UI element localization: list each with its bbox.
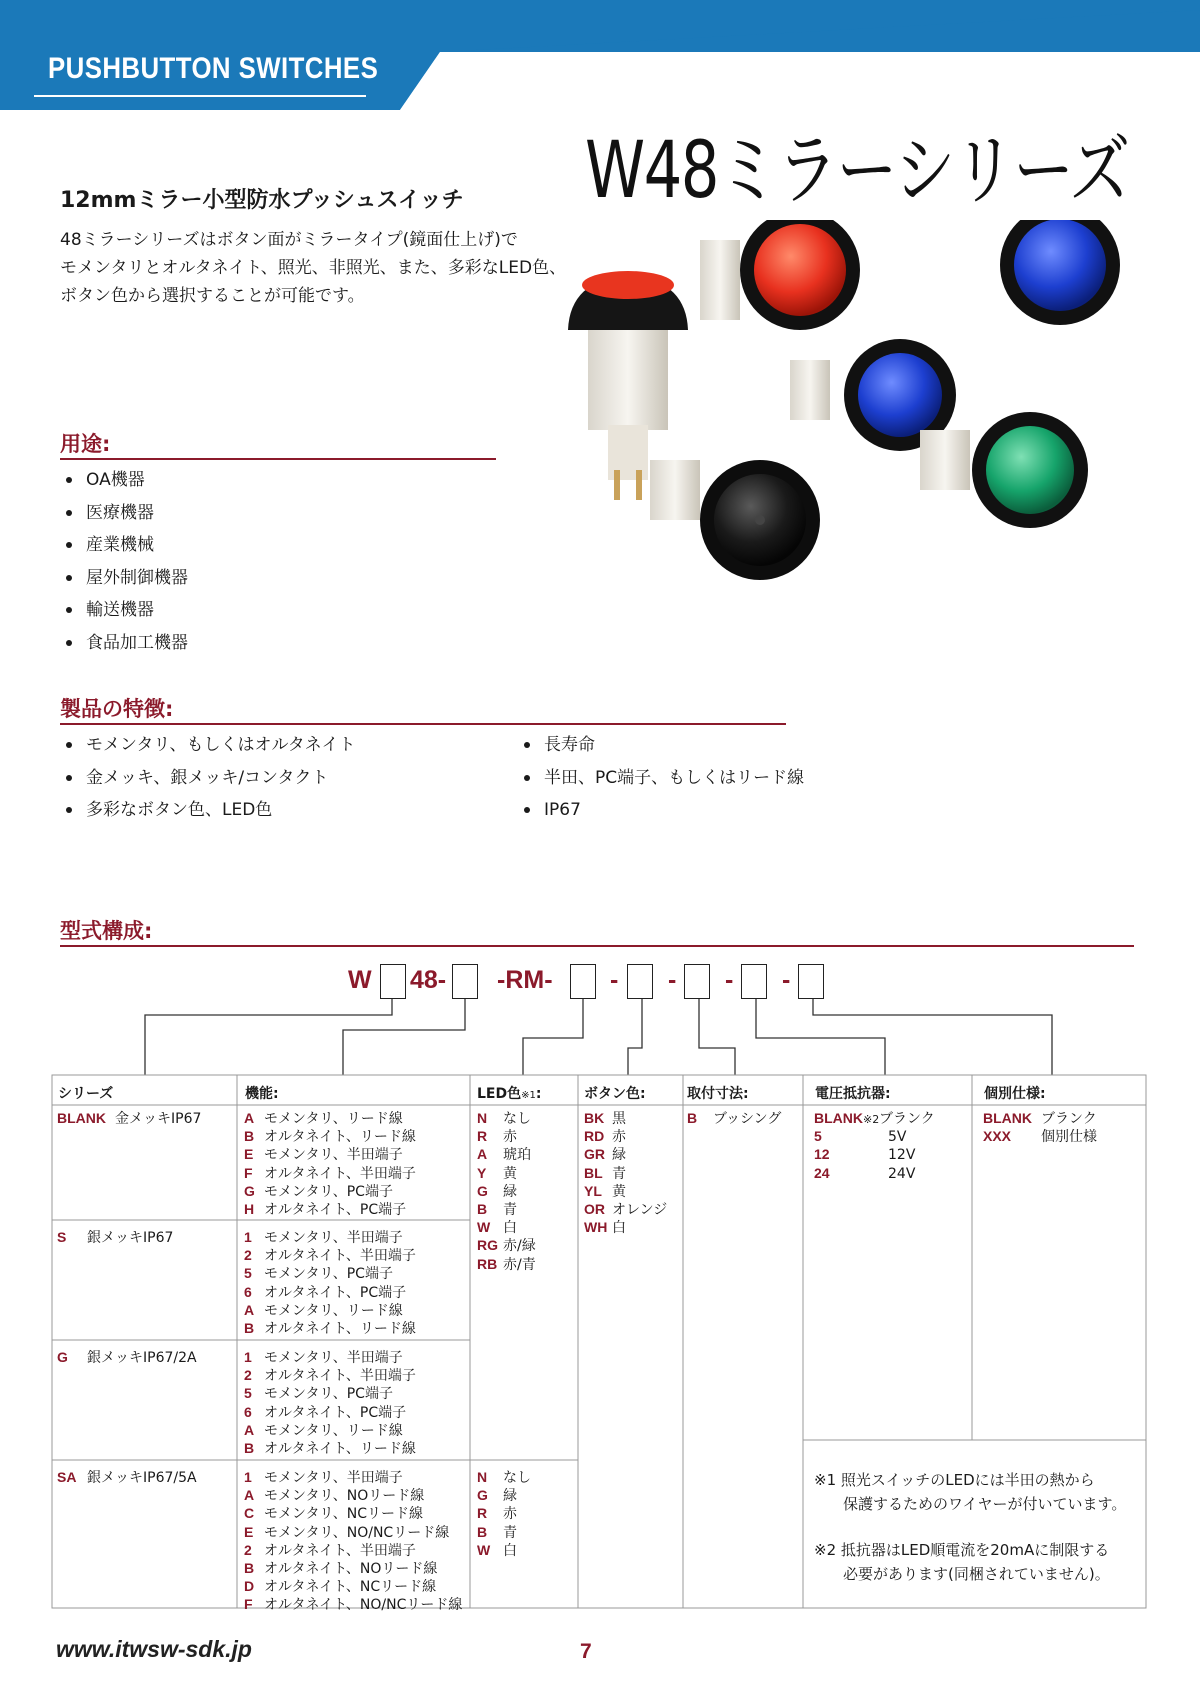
code-value: 黒 [612,1111,626,1127]
code-key: 5 [244,1265,252,1282]
code-key: 2 [244,1367,252,1384]
applications-heading: 用途: [60,432,111,456]
features-heading: 製品の特徴: [60,697,174,721]
code-value: 個別仕様 [1041,1129,1097,1146]
list-item [244,1284,416,1302]
code-key: OR [584,1201,605,1218]
code-box [570,964,596,999]
list-item [244,1542,462,1560]
code-key: A [244,1110,255,1126]
list-item [244,1128,416,1146]
code-value: オルタネイト、PC端子 [264,1202,407,1219]
code-key: B [244,1128,255,1145]
resistor-cell [814,1110,935,1183]
code-value: モメンタリ、PC端子 [264,1183,393,1200]
code-value: 12V [888,1147,916,1164]
code-key: B [477,1523,488,1540]
list-item: モメンタリ、もしくはオルタネイト [60,729,355,762]
code-key: 12 [814,1146,830,1163]
code-key: B [244,1440,255,1457]
code-value: オルタネイト、半田端子 [264,1248,416,1265]
bullet-icon [66,542,72,548]
code-value: モメンタリ、半田端子 [264,1230,403,1246]
features-list-left [60,729,355,827]
list-item [244,1367,416,1385]
code-box [380,964,406,999]
banner-rule [34,95,366,97]
list-item [477,1505,531,1523]
code-value: オルタネイト、NOリード線 [264,1561,438,1578]
code-value: モメンタリ、NOリード線 [264,1488,425,1505]
list-item [244,1422,416,1440]
code-key: GR [584,1146,605,1163]
list-item [814,1110,935,1128]
code-key: A [477,1146,488,1163]
list-item [477,1128,536,1146]
list-item [244,1110,416,1128]
code-key: F [244,1596,253,1613]
code-key: 24 [814,1164,830,1181]
code-key: 6 [244,1283,252,1300]
code-key: RG [477,1237,498,1254]
series-cell: SA 銀メッキIP67/5A [57,1469,197,1486]
code-value: 5V [888,1129,907,1146]
applications-list [60,464,188,659]
list-item: 輸送機器 [60,594,188,627]
code-key: B [244,1560,255,1577]
col-header-button: ボタン色: [584,1086,646,1102]
code-key: G [477,1487,488,1504]
list-item [244,1404,416,1422]
list-item [983,1128,1097,1146]
code-box [627,964,653,999]
list-item [244,1229,416,1247]
code-text: - [782,966,791,994]
list-item [244,1247,416,1265]
list-item [477,1146,536,1164]
list-item: 医療機器 [60,497,188,530]
code-key: BLANK [814,1110,863,1126]
code-value: 赤 [503,1129,517,1146]
code-value: 赤/緑 [503,1238,536,1255]
bullet-icon [66,775,72,781]
mount-cell [687,1110,781,1128]
model-heading: 型式構成: [60,919,153,943]
code-value: 緑 [503,1488,517,1505]
code-value: オルタネイト、半田端子 [264,1368,416,1385]
code-value: モメンタリ、リード線 [264,1111,403,1127]
list-item [244,1440,416,1458]
code-key: 1 [244,1229,252,1245]
code-text: - [668,966,677,994]
list-item [244,1201,416,1219]
code-key: BLANK [983,1110,1032,1126]
list-item [477,1469,531,1487]
code-box [684,964,710,999]
col-header-led: LED色※1: [477,1086,542,1102]
code-box [798,964,824,999]
list-item [814,1165,935,1183]
code-key: 1 [244,1349,252,1365]
code-value: モメンタリ、半田端子 [264,1350,403,1366]
code-key: Y [477,1164,487,1181]
list-item [477,1165,536,1183]
list-item [244,1487,462,1505]
code-text: W [348,966,372,994]
code-value: オルタネイト、リード線 [264,1441,416,1458]
code-key: D [244,1578,255,1595]
banner-title: PUSHBUTTON SWITCHES [48,52,379,85]
code-value: 赤 [612,1129,626,1146]
list-item [584,1110,667,1128]
code-key: A [244,1301,255,1318]
code-value: 白 [503,1220,517,1237]
list-item [244,1560,462,1578]
code-value: ブランク [879,1111,935,1127]
code-value: 緑 [503,1183,517,1200]
page-number: 7 [580,1640,592,1663]
bullet-icon [66,510,72,516]
code-key: G [477,1182,488,1199]
product-subtitle: 12mmミラー小型防水プッシュスイッチ [60,188,464,213]
custom-cell [983,1110,1097,1146]
col-header-series: シリーズ [58,1086,114,1102]
list-item [244,1385,416,1403]
list-item [477,1487,531,1505]
code-key: 2 [244,1541,252,1558]
code-value: モメンタリ、半田端子 [264,1147,403,1164]
code-value: 黄 [612,1183,626,1200]
code-key: B [244,1320,255,1337]
code-key: F [244,1164,253,1181]
code-value: 白 [503,1542,517,1559]
code-key: B [477,1201,488,1218]
code-box [741,964,767,999]
col-header-function: 機能: [245,1086,279,1102]
code-value: モメンタリ、PC端子 [264,1386,393,1403]
code-key: G [244,1182,255,1199]
code-text: - [610,966,619,994]
list-item: 長寿命 [518,729,804,762]
list-item: 産業機械 [60,529,188,562]
model-rule [60,945,1134,947]
list-item [584,1201,667,1219]
code-value: 青 [503,1202,517,1219]
code-key: W [477,1219,491,1236]
code-value: モメンタリ、NO/NCリード線 [264,1524,450,1541]
list-item [584,1183,667,1201]
function-cell [244,1110,416,1219]
bullet-icon [66,807,72,813]
code-key: 1 [244,1469,252,1485]
list-item [244,1349,416,1367]
product-photo [560,220,1180,640]
code-key: E [244,1523,254,1540]
code-value: モメンタリ、NCリード線 [264,1506,423,1523]
code-key: B [687,1110,698,1126]
button-color-cell [584,1110,667,1237]
code-key: R [477,1505,488,1522]
code-key: R [477,1128,488,1145]
intro-line: 48ミラーシリーズはボタン面がミラータイプ(鏡面仕上げ)で [60,230,518,250]
series-cell: G 銀メッキIP67/2A [57,1349,197,1366]
series-cell: S 銀メッキIP67 [57,1229,174,1246]
code-key: 2 [244,1247,252,1264]
code-value: オルタネイト、NCリード線 [264,1579,437,1596]
list-item [983,1110,1097,1128]
code-value: 青 [503,1524,517,1541]
code-key: C [244,1505,255,1522]
list-item [814,1128,935,1146]
code-key: BK [584,1110,605,1126]
bullet-icon [66,742,72,748]
list-item [477,1524,531,1542]
code-value: モメンタリ、PC端子 [264,1266,393,1283]
col-header-mount: 取付寸法: [687,1086,749,1102]
code-key: YL [584,1182,602,1199]
code-value: 琥珀 [503,1147,531,1164]
code-value: 青 [612,1165,626,1182]
code-value: オレンジ [612,1202,668,1219]
list-item [244,1596,462,1614]
code-value: オルタネイト、リード線 [264,1321,416,1338]
list-item [244,1524,462,1542]
footnote-mark: ※1 [521,1090,536,1101]
code-value: 黄 [503,1165,517,1182]
code-value: 赤 [503,1506,517,1523]
code-key: N [477,1469,488,1485]
series-cell: BLANK 金メッキIP67 [57,1110,202,1127]
list-item: 半田、PC端子、もしくはリード線 [518,762,804,795]
col-header-custom: 個別仕様: [984,1086,1046,1102]
footnote-1: ※1 照光スイッチのLEDには半田の熱から 保護するためのワイヤーが付いています。 [814,1471,1127,1513]
led-cell [477,1469,531,1560]
code-key: 5 [814,1128,822,1145]
led-cell [477,1110,536,1274]
list-item [244,1505,462,1523]
code-key: BL [584,1164,603,1181]
code-key: E [244,1146,254,1163]
function-cell [244,1469,462,1615]
intro-line: モメンタリとオルタネイト、照光、非照光、また、多彩なLED色、 [60,258,567,278]
code-value: モメンタリ、リード線 [264,1422,403,1439]
intro-line: ボタン色から選択することが可能です。 [60,286,365,306]
list-item: 屋外制御機器 [60,562,188,595]
code-value: なし [503,1470,531,1486]
list-item [584,1219,667,1237]
list-item [244,1265,416,1283]
code-text: -RM- [497,966,553,994]
code-key: H [244,1201,255,1218]
code-key: 6 [244,1403,252,1420]
list-item [477,1183,536,1201]
bullet-icon [524,775,530,781]
list-item: OA機器 [60,464,188,497]
code-key: RD [584,1128,605,1145]
list-item [477,1219,536,1237]
features-list-right [518,729,804,827]
code-value: 赤/青 [503,1256,536,1273]
list-item [584,1165,667,1183]
code-value: 白 [612,1220,626,1237]
code-value: 緑 [612,1147,626,1164]
bullet-icon [66,575,72,581]
list-item [477,1201,536,1219]
list-item: IP67 [518,794,804,827]
code-value: オルタネイト、半田端子 [264,1542,416,1559]
list-item [477,1256,536,1274]
code-key: A [244,1487,255,1504]
list-item: 食品加工機器 [60,627,188,660]
footer-url[interactable]: www.itwsw-sdk.jp [56,1636,252,1662]
list-item [814,1146,935,1164]
code-text: - [725,966,734,994]
footnote-2: ※2 抵抗器はLED順電流を20mAに制限する 必要があります(同梱されていません)。 [814,1541,1110,1583]
col-header-resistor: 電圧抵抗器: [815,1086,891,1102]
intro-text [60,226,580,310]
bullet-icon [66,640,72,646]
code-key: 5 [244,1385,252,1402]
list-item [244,1165,416,1183]
code-key: WH [584,1219,608,1236]
footnote-mark: ※2 [863,1113,880,1126]
code-box [452,964,478,999]
list-item [477,1237,536,1255]
code-value: オルタネイト、半田端子 [264,1165,416,1182]
list-item [244,1302,416,1320]
code-text: 48- [410,966,447,994]
bullet-icon [66,477,72,483]
list-item [244,1183,416,1201]
code-value: 24V [888,1165,916,1182]
code-value: ブランク [1041,1111,1097,1127]
list-item: 金メッキ、銀メッキ/コンタクト [60,762,355,795]
bullet-icon [524,807,530,813]
code-value: オルタネイト、PC端子 [264,1404,407,1421]
code-key: N [477,1110,488,1126]
bullet-icon [524,742,530,748]
list-item [584,1128,667,1146]
list-item [477,1110,536,1128]
list-item [687,1110,781,1128]
series-title: W48ミラーシリーズ [585,126,1129,216]
list-item [244,1469,462,1487]
code-key: XXX [983,1128,1012,1145]
list-item [244,1146,416,1164]
list-item [244,1320,416,1338]
applications-rule [60,458,496,460]
list-item [244,1578,462,1596]
code-key: W [477,1541,491,1558]
code-value: オルタネイト、リード線 [264,1129,416,1146]
bullet-icon [66,607,72,613]
function-cell [244,1229,416,1338]
list-item [477,1542,531,1560]
code-value: モメンタリ、半田端子 [264,1470,403,1486]
list-item: 多彩なボタン色、LED色 [60,794,355,827]
list-item [584,1146,667,1164]
code-value: モメンタリ、リード線 [264,1302,403,1319]
code-value: オルタネイト、PC端子 [264,1284,407,1301]
code-value: オルタネイト、NO/NCリード線 [264,1597,463,1614]
function-cell [244,1349,416,1458]
code-key: A [244,1421,255,1438]
code-key: RB [477,1255,498,1272]
code-value: ブッシング [713,1111,782,1127]
code-value: なし [503,1111,531,1127]
features-rule [60,723,786,725]
